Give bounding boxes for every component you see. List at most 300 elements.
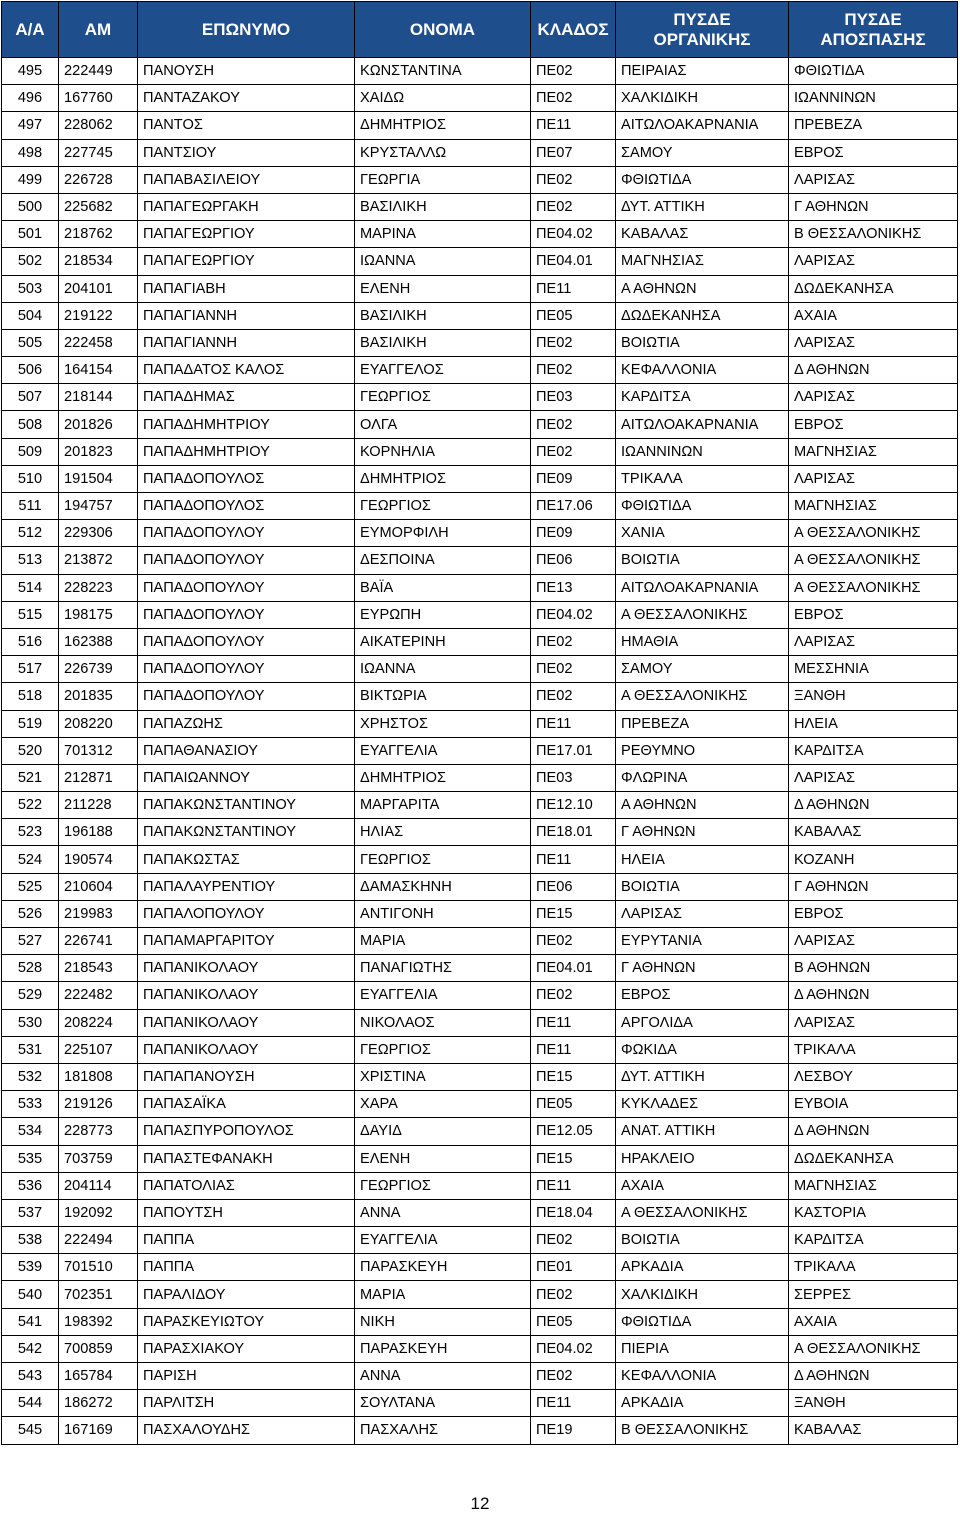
cell-pysde-organikis: ΒΟΙΩΤΙΑ (616, 329, 789, 356)
table-row (2, 1308, 958, 1335)
cell-eponymo: ΠΑΠΑΓΙΑΝΝΗ (138, 302, 355, 329)
cell-onoma: ΔΗΜΗΤΡΙΟΣ (355, 465, 531, 492)
cell-pysde-apospasis: ΞΑΝΘΗ (789, 1390, 958, 1417)
cell-am: 204101 (59, 275, 138, 302)
cell-eponymo: ΠΑΠΑΓΕΩΡΓΙΟΥ (138, 248, 355, 275)
cell-eponymo: ΠΑΠΑΙΩΑΝΝΟΥ (138, 764, 355, 791)
cell-am: 181808 (59, 1063, 138, 1090)
cell-onoma: ΕΥΜΟΡΦΙΛΗ (355, 520, 531, 547)
cell-eponymo: ΠΑΠΟΥΤΣΗ (138, 1199, 355, 1226)
cell-eponymo: ΠΑΠΑΔΟΠΟΥΛΟΥ (138, 683, 355, 710)
cell-aa: 510 (2, 465, 59, 492)
cell-am: 208224 (59, 1009, 138, 1036)
cell-klados: ΠΕ07 (531, 139, 616, 166)
cell-pysde-apospasis: ΦΘΙΩΤΙΔΑ (789, 58, 958, 85)
table-row (2, 384, 958, 411)
cell-onoma: ΔΕΣΠΟΙΝΑ (355, 547, 531, 574)
cell-klados: ΠΕ02 (531, 166, 616, 193)
cell-pysde-organikis: Α ΘΕΣΣΑΛΟΝΙΚΗΣ (616, 683, 789, 710)
table-row (2, 248, 958, 275)
table-row (2, 846, 958, 873)
cell-onoma: ΣΟΥΛΤΑΝΑ (355, 1390, 531, 1417)
cell-aa: 506 (2, 357, 59, 384)
cell-pysde-apospasis: ΛΑΡΙΣΑΣ (789, 465, 958, 492)
cell-onoma: ΚΩΝΣΤΑΝΤΙΝΑ (355, 58, 531, 85)
cell-klados: ΠΕ02 (531, 357, 616, 384)
cell-pysde-apospasis: ΔΩΔΕΚΑΝΗΣΑ (789, 1145, 958, 1172)
cell-am: 218144 (59, 384, 138, 411)
cell-pysde-apospasis: Δ ΑΘΗΝΩΝ (789, 792, 958, 819)
cell-am: 218762 (59, 221, 138, 248)
cell-klados: ΠΕ03 (531, 384, 616, 411)
cell-klados: ΠΕ18.04 (531, 1199, 616, 1226)
cell-pysde-organikis: ΚΕΦΑΛΛΟΝΙΑ (616, 1363, 789, 1390)
cell-onoma: ΒΙΚΤΩΡΙΑ (355, 683, 531, 710)
table-row (2, 1036, 958, 1063)
cell-aa: 522 (2, 792, 59, 819)
cell-pysde-apospasis: ΤΡΙΚΑΛΑ (789, 1254, 958, 1281)
cell-onoma: ΜΑΡΓΑΡΙΤΑ (355, 792, 531, 819)
cell-am: 219126 (59, 1091, 138, 1118)
cell-am: 162388 (59, 628, 138, 655)
cell-klados: ΠΕ04.02 (531, 601, 616, 628)
cell-pysde-organikis: ΒΟΙΩΤΙΑ (616, 547, 789, 574)
cell-klados: ΠΕ19 (531, 1417, 616, 1444)
cell-klados: ΠΕ04.02 (531, 221, 616, 248)
cell-pysde-apospasis: ΛΑΡΙΣΑΣ (789, 628, 958, 655)
cell-am: 225682 (59, 193, 138, 220)
cell-pysde-apospasis: Γ ΑΘΗΝΩΝ (789, 873, 958, 900)
column-header-pysde-apospasis-line1: ΠΥΣΔΕ (844, 9, 902, 29)
cell-pysde-apospasis: ΚΟΖΑΝΗ (789, 846, 958, 873)
cell-pysde-organikis: ΦΛΩΡΙΝΑ (616, 764, 789, 791)
cell-eponymo: ΠΑΠΑΓΙΑΝΝΗ (138, 329, 355, 356)
cell-pysde-organikis: ΦΘΙΩΤΙΔΑ (616, 166, 789, 193)
cell-pysde-apospasis: ΜΑΓΝΗΣΙΑΣ (789, 493, 958, 520)
cell-aa: 501 (2, 221, 59, 248)
cell-onoma: ΔΗΜΗΤΡΙΟΣ (355, 112, 531, 139)
cell-onoma: ΜΑΡΙΑ (355, 928, 531, 955)
cell-am: 222449 (59, 58, 138, 85)
cell-eponymo: ΠΑΠΑΔΟΠΟΥΛΟΣ (138, 465, 355, 492)
table-row (2, 1009, 958, 1036)
cell-eponymo: ΠΑΠΑΚΩΝΣΤΑΝΤΙΝΟΥ (138, 819, 355, 846)
table-body (2, 58, 958, 1445)
column-header-pysde-organikis-line2: ΟΡΓΑΝΙΚΗΣ (653, 29, 751, 49)
column-header-onoma: ΟΝΟΜΑ (355, 2, 531, 58)
cell-onoma: ΚΡΥΣΤΑΛΛΩ (355, 139, 531, 166)
table-row (2, 493, 958, 520)
cell-am: 198175 (59, 601, 138, 628)
cell-am: 196188 (59, 819, 138, 846)
table-row (2, 574, 958, 601)
cell-pysde-organikis: ΔΥΤ. ΑΤΤΙΚΗ (616, 1063, 789, 1090)
cell-eponymo: ΠΑΝΤΣΙΟΥ (138, 139, 355, 166)
cell-am: 167169 (59, 1417, 138, 1444)
cell-aa: 505 (2, 329, 59, 356)
cell-eponymo: ΠΑΠΑΔΟΠΟΥΛΟΥ (138, 628, 355, 655)
cell-klados: ΠΕ04.01 (531, 248, 616, 275)
column-header-pysde-apospasis (789, 2, 958, 58)
table-row (2, 520, 958, 547)
cell-klados: ΠΕ11 (531, 112, 616, 139)
table-row (2, 547, 958, 574)
column-header-klados: ΚΛΑΔΟΣ (531, 2, 616, 58)
table-row (2, 710, 958, 737)
cell-pysde-apospasis: Δ ΑΘΗΝΩΝ (789, 1363, 958, 1390)
cell-pysde-organikis: ΛΑΡΙΣΑΣ (616, 900, 789, 927)
cell-klados: ΠΕ11 (531, 1009, 616, 1036)
cell-aa: 516 (2, 628, 59, 655)
cell-eponymo: ΠΑΠΑΚΩΝΣΤΑΝΤΙΝΟΥ (138, 792, 355, 819)
cell-pysde-organikis: Γ ΑΘΗΝΩΝ (616, 955, 789, 982)
cell-aa: 529 (2, 982, 59, 1009)
table-row (2, 329, 958, 356)
cell-onoma: ΙΩΑΝΝΑ (355, 656, 531, 683)
cell-aa: 520 (2, 737, 59, 764)
table-header-row (2, 2, 958, 58)
cell-klados: ΠΕ09 (531, 520, 616, 547)
page-number: 12 (470, 1494, 490, 1513)
cell-pysde-organikis: ΚΑΡΔΙΤΣΑ (616, 384, 789, 411)
cell-onoma: ΠΑΣΧΑΛΗΣ (355, 1417, 531, 1444)
cell-eponymo: ΠΑΠΑΝΙΚΟΛΑΟΥ (138, 1036, 355, 1063)
cell-klados: ΠΕ17.01 (531, 737, 616, 764)
column-header-aa: Α/Α (2, 2, 59, 58)
cell-pysde-apospasis: ΤΡΙΚΑΛΑ (789, 1036, 958, 1063)
cell-aa: 499 (2, 166, 59, 193)
table-row (2, 193, 958, 220)
cell-onoma: ΠΑΡΑΣΚΕΥΗ (355, 1335, 531, 1362)
cell-pysde-apospasis: ΚΑΒΑΛΑΣ (789, 819, 958, 846)
cell-aa: 502 (2, 248, 59, 275)
cell-onoma: ΜΑΡΙΑ (355, 1281, 531, 1308)
cell-onoma: ΑΝΤΙΓΟΝΗ (355, 900, 531, 927)
cell-aa: 508 (2, 411, 59, 438)
cell-klados: ΠΕ04.02 (531, 1335, 616, 1362)
table-row (2, 1390, 958, 1417)
cell-onoma: ΗΛΙΑΣ (355, 819, 531, 846)
cell-aa: 513 (2, 547, 59, 574)
cell-onoma: ΧΡΙΣΤΙΝΑ (355, 1063, 531, 1090)
cell-aa: 539 (2, 1254, 59, 1281)
cell-am: 219122 (59, 302, 138, 329)
cell-onoma: ΔΑΥΙΔ (355, 1118, 531, 1145)
cell-aa: 511 (2, 493, 59, 520)
teacher-list-document (1, 1, 957, 1445)
cell-aa: 504 (2, 302, 59, 329)
cell-pysde-organikis: ΑΙΤΩΛΟΑΚΑΡΝΑΝΙΑ (616, 574, 789, 601)
cell-aa: 535 (2, 1145, 59, 1172)
cell-onoma: ΧΡΗΣΤΟΣ (355, 710, 531, 737)
cell-klados: ΠΕ02 (531, 683, 616, 710)
cell-onoma: ΝΙΚΗ (355, 1308, 531, 1335)
cell-pysde-apospasis: Α ΘΕΣΣΑΛΟΝΙΚΗΣ (789, 574, 958, 601)
cell-am: 191504 (59, 465, 138, 492)
cell-pysde-organikis: ΚΥΚΛΑΔΕΣ (616, 1091, 789, 1118)
cell-onoma: ΕΥΑΓΓΕΛΙΑ (355, 1227, 531, 1254)
table-row (2, 85, 958, 112)
table-row (2, 221, 958, 248)
cell-eponymo: ΠΑΠΑΜΑΡΓΑΡΙΤΟΥ (138, 928, 355, 955)
cell-aa: 536 (2, 1172, 59, 1199)
cell-pysde-organikis: ΚΑΒΑΛΑΣ (616, 221, 789, 248)
table-row (2, 928, 958, 955)
cell-pysde-organikis: ΕΒΡΟΣ (616, 982, 789, 1009)
cell-pysde-organikis: ΚΕΦΑΛΛΟΝΙΑ (616, 357, 789, 384)
cell-pysde-apospasis: ΣΕΡΡΕΣ (789, 1281, 958, 1308)
cell-onoma: ΒΑΪΑ (355, 574, 531, 601)
cell-eponymo: ΠΑΠΑΛΟΠΟΥΛΟΥ (138, 900, 355, 927)
cell-onoma: ΟΛΓΑ (355, 411, 531, 438)
cell-pysde-organikis: ΦΘΙΩΤΙΔΑ (616, 493, 789, 520)
cell-am: 226739 (59, 656, 138, 683)
cell-am: 164154 (59, 357, 138, 384)
cell-am: 226728 (59, 166, 138, 193)
cell-eponymo: ΠΑΠΑΓΙΑΒΗ (138, 275, 355, 302)
cell-am: 190574 (59, 846, 138, 873)
cell-pysde-apospasis: Δ ΑΘΗΝΩΝ (789, 982, 958, 1009)
cell-am: 211228 (59, 792, 138, 819)
cell-am: 192092 (59, 1199, 138, 1226)
cell-pysde-organikis: ΑΧΑΙΑ (616, 1172, 789, 1199)
cell-eponymo: ΠΑΠΠΑ (138, 1227, 355, 1254)
cell-pysde-organikis: ΣΑΜΟΥ (616, 139, 789, 166)
cell-pysde-apospasis: ΛΑΡΙΣΑΣ (789, 764, 958, 791)
cell-onoma: ΓΕΩΡΓΙΑ (355, 166, 531, 193)
cell-onoma: ΕΥΑΓΓΕΛΟΣ (355, 357, 531, 384)
cell-pysde-organikis: ΠΡΕΒΕΖΑ (616, 710, 789, 737)
cell-eponymo: ΠΑΝΤΑΖΑΚΟΥ (138, 85, 355, 112)
cell-onoma: ΑΙΚΑΤΕΡΙΝΗ (355, 628, 531, 655)
cell-aa: 526 (2, 900, 59, 927)
cell-pysde-organikis: ΑΝΑΤ. ΑΤΤΙΚΗ (616, 1118, 789, 1145)
cell-eponymo: ΠΑΠΑΠΑΝΟΥΣΗ (138, 1063, 355, 1090)
cell-am: 198392 (59, 1308, 138, 1335)
cell-klados: ΠΕ12.05 (531, 1118, 616, 1145)
cell-eponymo: ΠΑΠΑΚΩΣΤΑΣ (138, 846, 355, 873)
column-header-am: ΑΜ (59, 2, 138, 58)
cell-pysde-apospasis: ΛΑΡΙΣΑΣ (789, 1009, 958, 1036)
table-row (2, 764, 958, 791)
column-header-eponymo: ΕΠΩΝΥΜΟ (138, 2, 355, 58)
cell-am: 201835 (59, 683, 138, 710)
cell-aa: 538 (2, 1227, 59, 1254)
cell-klados: ΠΕ11 (531, 275, 616, 302)
cell-pysde-apospasis: ΛΑΡΙΣΑΣ (789, 928, 958, 955)
cell-pysde-apospasis: Α ΘΕΣΣΑΛΟΝΙΚΗΣ (789, 520, 958, 547)
cell-pysde-organikis: ΔΩΔΕΚΑΝΗΣΑ (616, 302, 789, 329)
cell-klados: ΠΕ02 (531, 1227, 616, 1254)
cell-eponymo: ΠΑΣΧΑΛΟΥΔΗΣ (138, 1417, 355, 1444)
cell-pysde-organikis: Α ΘΕΣΣΑΛΟΝΙΚΗΣ (616, 601, 789, 628)
cell-pysde-apospasis: Δ ΑΘΗΝΩΝ (789, 357, 958, 384)
cell-klados: ΠΕ02 (531, 656, 616, 683)
cell-pysde-organikis: ΦΘΙΩΤΙΔΑ (616, 1308, 789, 1335)
table-row (2, 438, 958, 465)
cell-aa: 542 (2, 1335, 59, 1362)
cell-aa: 527 (2, 928, 59, 955)
cell-am: 213872 (59, 547, 138, 574)
cell-onoma: ΕΛΕΝΗ (355, 1145, 531, 1172)
cell-eponymo: ΠΑΠΑΝΙΚΟΛΑΟΥ (138, 1009, 355, 1036)
cell-eponymo: ΠΑΠΑΤΟΛΙΑΣ (138, 1172, 355, 1199)
cell-pysde-apospasis: ΛΑΡΙΣΑΣ (789, 166, 958, 193)
cell-am: 228773 (59, 1118, 138, 1145)
cell-klados: ΠΕ09 (531, 465, 616, 492)
cell-aa: 534 (2, 1118, 59, 1145)
cell-aa: 512 (2, 520, 59, 547)
cell-eponymo: ΠΑΠΑΔΟΠΟΥΛΟΥ (138, 656, 355, 683)
cell-pysde-organikis: ΒΟΙΩΤΙΑ (616, 1227, 789, 1254)
cell-pysde-apospasis: ΕΒΡΟΣ (789, 139, 958, 166)
cell-am: 210604 (59, 873, 138, 900)
table-row (2, 656, 958, 683)
cell-pysde-organikis: ΗΡΑΚΛΕΙΟ (616, 1145, 789, 1172)
cell-klados: ΠΕ15 (531, 1145, 616, 1172)
cell-pysde-apospasis: ΜΕΣΣΗΝΙΑ (789, 656, 958, 683)
cell-onoma: ΕΥΡΩΠΗ (355, 601, 531, 628)
cell-onoma: ΑΝΝΑ (355, 1199, 531, 1226)
cell-onoma: ΠΑΡΑΣΚΕΥΗ (355, 1254, 531, 1281)
cell-klados: ΠΕ04.01 (531, 955, 616, 982)
cell-onoma: ΕΥΑΓΓΕΛΙΑ (355, 982, 531, 1009)
table-row (2, 1118, 958, 1145)
cell-pysde-organikis: ΙΩΑΝΝΙΝΩΝ (616, 438, 789, 465)
cell-am: 222458 (59, 329, 138, 356)
table-row (2, 1172, 958, 1199)
cell-eponymo: ΠΑΠΑΔΟΠΟΥΛΟΣ (138, 493, 355, 520)
cell-aa: 531 (2, 1036, 59, 1063)
cell-aa: 509 (2, 438, 59, 465)
cell-pysde-apospasis: ΜΑΓΝΗΣΙΑΣ (789, 1172, 958, 1199)
cell-eponymo: ΠΑΝΤΟΣ (138, 112, 355, 139)
cell-aa: 517 (2, 656, 59, 683)
cell-am: 228223 (59, 574, 138, 601)
cell-pysde-apospasis: Α ΘΕΣΣΑΛΟΝΙΚΗΣ (789, 547, 958, 574)
table-row (2, 683, 958, 710)
table-row (2, 873, 958, 900)
cell-onoma: ΧΑΙΔΩ (355, 85, 531, 112)
cell-pysde-organikis: Α ΑΘΗΝΩΝ (616, 275, 789, 302)
cell-pysde-apospasis: ΞΑΝΘΗ (789, 683, 958, 710)
cell-klados: ΠΕ11 (531, 846, 616, 873)
cell-pysde-organikis: ΤΡΙΚΑΛΑ (616, 465, 789, 492)
cell-klados: ΠΕ02 (531, 1363, 616, 1390)
cell-pysde-organikis: ΣΑΜΟΥ (616, 656, 789, 683)
cell-pysde-organikis: ΕΥΡΥΤΑΝΙΑ (616, 928, 789, 955)
table-row (2, 819, 958, 846)
cell-klados: ΠΕ05 (531, 302, 616, 329)
cell-am: 225107 (59, 1036, 138, 1063)
cell-onoma: ΧΑΡΑ (355, 1091, 531, 1118)
cell-eponymo: ΠΑΡΑΣΚΕΥΙΩΤΟΥ (138, 1308, 355, 1335)
cell-pysde-apospasis: ΛΕΣΒΟΥ (789, 1063, 958, 1090)
cell-am: 165784 (59, 1363, 138, 1390)
cell-pysde-apospasis: ΚΑΡΔΙΤΣΑ (789, 1227, 958, 1254)
cell-klados: ΠΕ03 (531, 764, 616, 791)
cell-klados: ΠΕ02 (531, 1281, 616, 1308)
cell-pysde-organikis: ΠΕΙΡΑΙΑΣ (616, 58, 789, 85)
cell-pysde-apospasis: ΕΒΡΟΣ (789, 411, 958, 438)
table-row (2, 955, 958, 982)
cell-eponymo: ΠΑΠΑΒΑΣΙΛΕΙΟΥ (138, 166, 355, 193)
cell-klados: ΠΕ15 (531, 900, 616, 927)
cell-pysde-apospasis: Δ ΑΘΗΝΩΝ (789, 1118, 958, 1145)
cell-pysde-apospasis: ΚΑΒΑΛΑΣ (789, 1417, 958, 1444)
cell-aa: 523 (2, 819, 59, 846)
table-row (2, 737, 958, 764)
cell-pysde-organikis: ΑΡΚΑΔΙΑ (616, 1390, 789, 1417)
cell-pysde-apospasis: ΔΩΔΕΚΑΝΗΣΑ (789, 275, 958, 302)
cell-klados: ΠΕ11 (531, 710, 616, 737)
table-row (2, 302, 958, 329)
cell-pysde-organikis: ΗΛΕΙΑ (616, 846, 789, 873)
table-row (2, 112, 958, 139)
cell-pysde-apospasis: ΙΩΑΝΝΙΝΩΝ (789, 85, 958, 112)
cell-eponymo: ΠΑΠΑΛΑΥΡΕΝΤΙΟΥ (138, 873, 355, 900)
cell-pysde-apospasis: Α ΘΕΣΣΑΛΟΝΙΚΗΣ (789, 1335, 958, 1362)
cell-onoma: ΓΕΩΡΓΙΟΣ (355, 1172, 531, 1199)
table-row (2, 628, 958, 655)
cell-pysde-organikis: Β ΘΕΣΣΑΛΟΝΙΚΗΣ (616, 1417, 789, 1444)
cell-aa: 500 (2, 193, 59, 220)
cell-am: 204114 (59, 1172, 138, 1199)
cell-eponymo: ΠΑΠΑΔΗΜΗΤΡΙΟΥ (138, 411, 355, 438)
cell-pysde-apospasis: ΕΒΡΟΣ (789, 601, 958, 628)
table-row (2, 792, 958, 819)
cell-klados: ΠΕ15 (531, 1063, 616, 1090)
cell-eponymo: ΠΑΠΑΔΟΠΟΥΛΟΥ (138, 574, 355, 601)
cell-pysde-apospasis: ΑΧΑΙΑ (789, 1308, 958, 1335)
cell-klados: ΠΕ18.01 (531, 819, 616, 846)
cell-klados: ΠΕ13 (531, 574, 616, 601)
cell-klados: ΠΕ12.10 (531, 792, 616, 819)
table-row (2, 601, 958, 628)
cell-onoma: ΓΕΩΡΓΙΟΣ (355, 384, 531, 411)
cell-pysde-organikis: ΜΑΓΝΗΣΙΑΣ (616, 248, 789, 275)
cell-pysde-apospasis: Γ ΑΘΗΝΩΝ (789, 193, 958, 220)
cell-pysde-organikis: ΗΜΑΘΙΑ (616, 628, 789, 655)
cell-eponymo: ΠΑΝΟΥΣΗ (138, 58, 355, 85)
cell-pysde-organikis: ΑΡΓΟΛΙΔΑ (616, 1009, 789, 1036)
table-row (2, 411, 958, 438)
table-row (2, 1363, 958, 1390)
cell-am: 219983 (59, 900, 138, 927)
cell-am: 208220 (59, 710, 138, 737)
cell-onoma: ΒΑΣΙΛΙΚΗ (355, 302, 531, 329)
cell-onoma: ΒΑΣΙΛΙΚΗ (355, 329, 531, 356)
cell-onoma: ΕΛΕΝΗ (355, 275, 531, 302)
column-header-pysde-apospasis-line2: ΑΠΟΣΠΑΣΗΣ (820, 29, 926, 49)
cell-am: 703759 (59, 1145, 138, 1172)
cell-onoma: ΜΑΡΙΝΑ (355, 221, 531, 248)
cell-klados: ΠΕ02 (531, 982, 616, 1009)
cell-am: 701510 (59, 1254, 138, 1281)
cell-onoma: ΓΕΩΡΓΙΟΣ (355, 846, 531, 873)
cell-pysde-organikis: Α ΑΘΗΝΩΝ (616, 792, 789, 819)
cell-klados: ΠΕ02 (531, 58, 616, 85)
cell-pysde-apospasis: ΚΑΡΔΙΤΣΑ (789, 737, 958, 764)
cell-klados: ΠΕ02 (531, 628, 616, 655)
table-row (2, 357, 958, 384)
table-row (2, 1254, 958, 1281)
cell-am: 167760 (59, 85, 138, 112)
cell-eponymo: ΠΑΠΑΝΙΚΟΛΑΟΥ (138, 982, 355, 1009)
cell-pysde-apospasis: ΑΧΑΙΑ (789, 302, 958, 329)
cell-am: 229306 (59, 520, 138, 547)
table-row (2, 58, 958, 85)
